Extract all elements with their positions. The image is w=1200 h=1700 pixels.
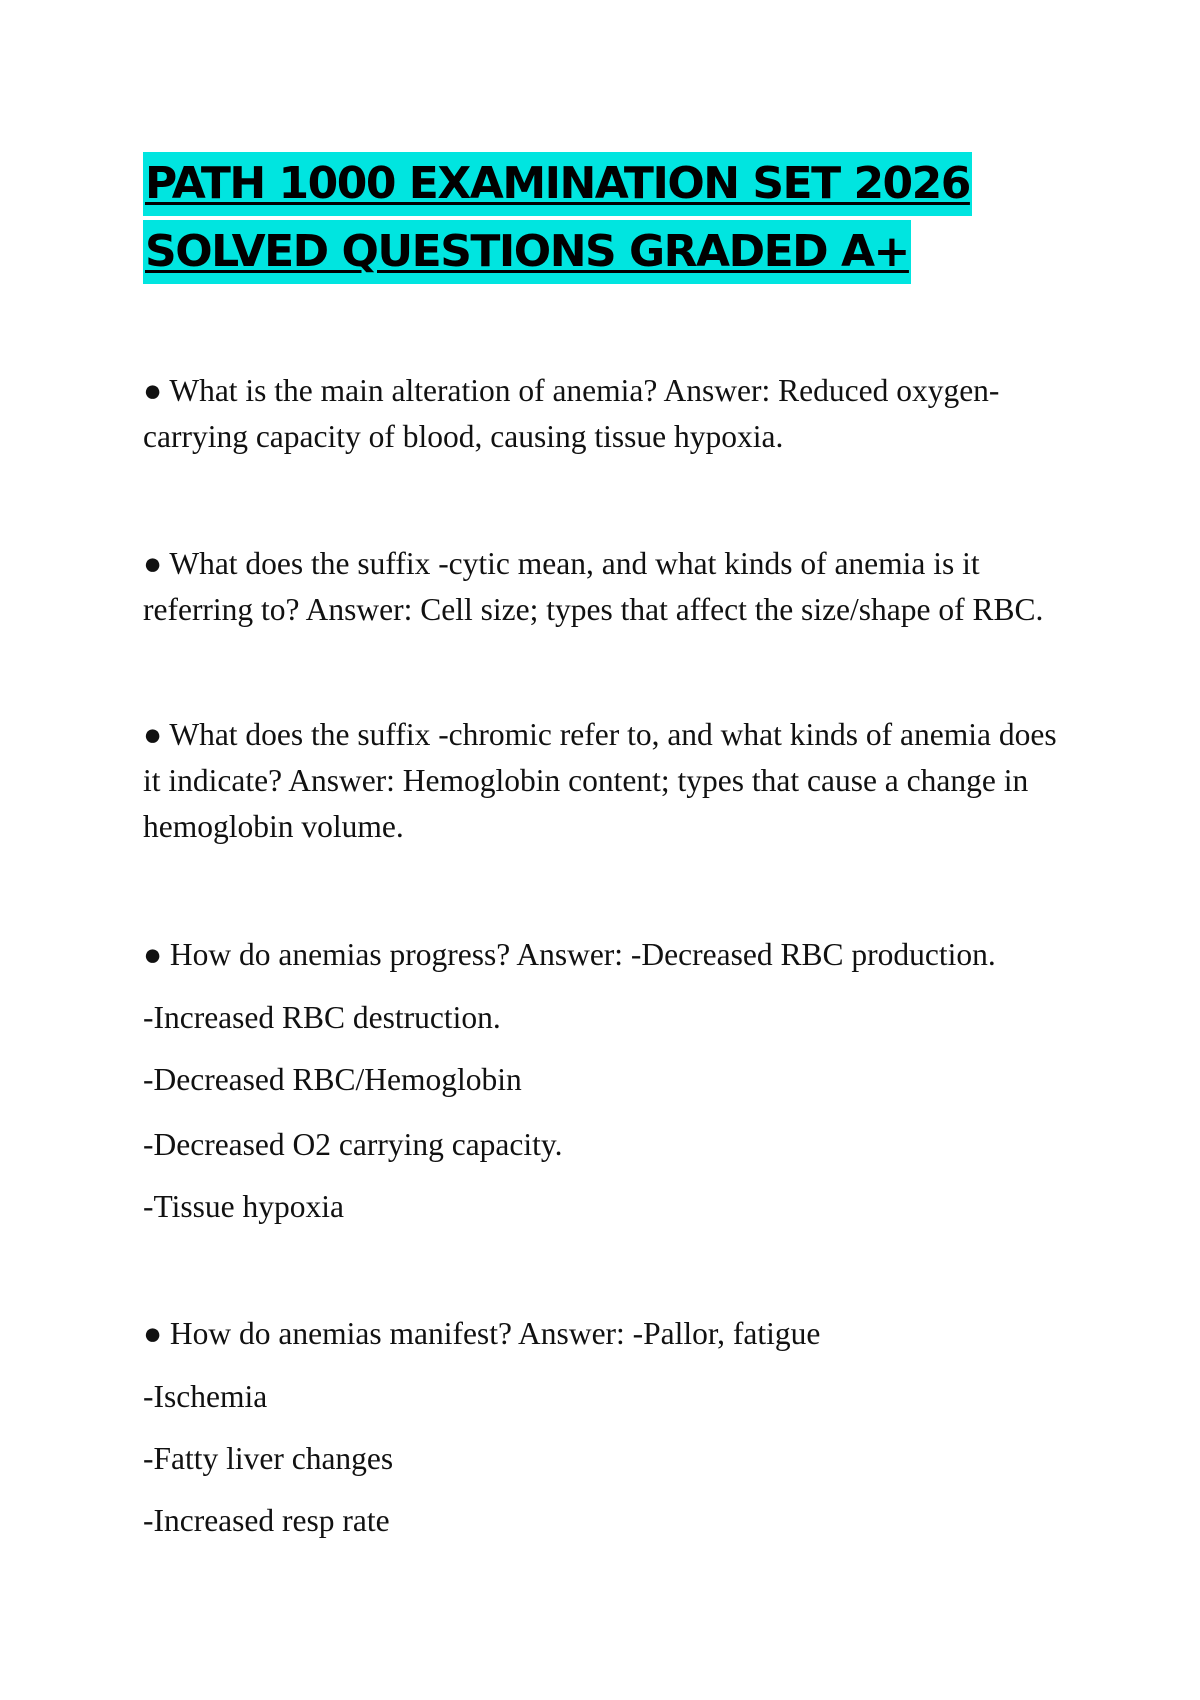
document-title (143, 152, 1043, 288)
title-line-2: SOLVED QUESTIONS GRADED A+ (143, 220, 911, 284)
qa-text: ● What is the main alteration of anemia? Answer: Reduced oxygen-carrying capacity of blood, causing tissue hypoxia. (143, 373, 1000, 454)
qa-item-4-line: -Tissue hypoxia (143, 1189, 344, 1224)
qa-text: ● How do anemias progress? Answer: -Decreased RBC production. (143, 937, 996, 972)
qa-item-4-line: -Decreased O2 carrying capacity. (143, 1127, 563, 1162)
qa-text: ● What does the suffix -chromic refer to, and what kinds of anemia does it indicate? Answer: Hemoglobin content; types that cause a change in hemoglobin volume. (143, 717, 1057, 844)
qa-text: ● How do anemias manifest? Answer: -Pallor, fatigue (143, 1316, 821, 1351)
title-line-1: PATH 1000 EXAMINATION SET 2026 (143, 152, 972, 216)
qa-item-5-line: -Ischemia (143, 1379, 268, 1414)
qa-item-4-line: -Increased RBC destruction. (143, 1000, 501, 1035)
qa-text: ● What does the suffix -cytic mean, and what kinds of anemia is it referring to? Answer: Cell size; types that affect the size/shape of RBC. (143, 546, 1044, 627)
qa-item-5-line: -Fatty liver changes (143, 1441, 394, 1476)
qa-item-3 (143, 712, 1063, 850)
qa-item-4-line: -Decreased RBC/Hemoglobin (143, 1062, 522, 1097)
qa-item-5 (143, 1311, 1063, 1357)
qa-item-5-line: -Increased resp rate (143, 1503, 390, 1538)
qa-item-1 (143, 368, 1063, 460)
qa-item-2 (143, 541, 1063, 633)
qa-item-4 (143, 932, 1063, 978)
